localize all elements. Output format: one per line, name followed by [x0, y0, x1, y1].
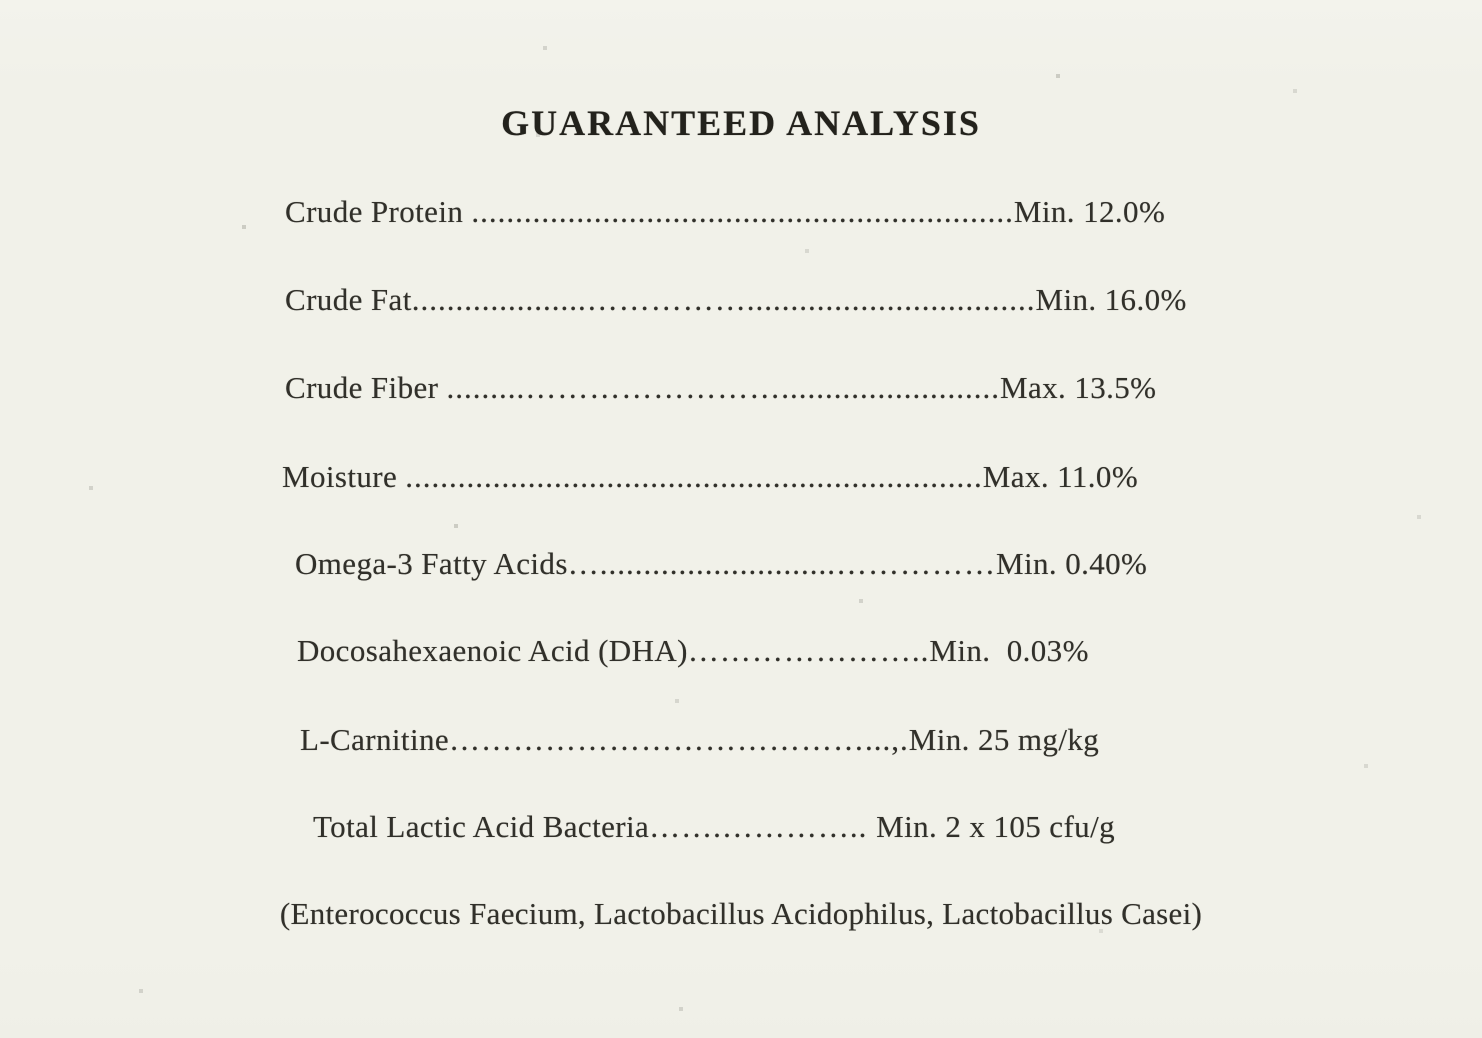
dot-leader: …………………………………...,. — [449, 722, 909, 757]
analysis-row-l-carnitine — [300, 722, 1099, 758]
analysis-row-dha — [297, 633, 1089, 669]
nutrient-value: Min. 16.0% — [1035, 282, 1187, 317]
dot-leader: ………………….. — [687, 633, 930, 668]
dot-leader: …….………….. — [649, 809, 877, 844]
dot-leader: .........……………………......................... — [446, 370, 1000, 405]
nutrient-label: Crude Fat — [285, 282, 412, 317]
nutrient-label: L-Carnitine — [300, 722, 450, 757]
nutrient-label: Moisture — [282, 459, 406, 494]
nutrient-value: Min. 25 mg/kg — [908, 722, 1100, 757]
nutrient-label: Total Lactic Acid Bacteria — [313, 809, 650, 844]
analysis-row-crude-protein — [285, 194, 1165, 230]
bacteria-species-footnote: (Enterococcus Faecium, Lactobacillus Acidophilus, Lactobacillus Casei) — [279, 896, 1203, 931]
nutrient-label: Omega-3 Fatty Acids — [295, 546, 568, 581]
page-title: GUARANTEED ANALYSIS — [501, 103, 981, 143]
scan-noise-speckles — [0, 0, 2, 2]
analysis-row-crude-fat — [285, 282, 1187, 318]
analysis-row-moisture — [282, 459, 1138, 495]
nutrient-value: Min. 0.40% — [996, 546, 1148, 581]
nutrient-label: Crude Protein — [285, 194, 472, 229]
nutrient-label: Docosahexaenoic Acid (DHA) — [297, 633, 688, 668]
nutrient-value: Max. 11.0% — [982, 459, 1139, 494]
analysis-row-omega3-fatty-acids — [295, 546, 1147, 582]
nutrient-value: Min. 2 x 105 cfu/g — [876, 809, 1115, 844]
nutrient-value: Min. 12.0% — [1013, 194, 1166, 229]
dot-leader: ....................……………................................. — [411, 282, 1036, 317]
dot-leader: .................................................................. — [405, 459, 983, 494]
nutrient-value: Max. 13.5% — [1000, 370, 1157, 405]
dot-leader: …...........................…………… — [567, 546, 997, 581]
analysis-row-crude-fiber — [285, 370, 1156, 406]
dot-leader: .............................................................. — [471, 194, 1014, 229]
nutrient-label: Crude Fiber — [285, 370, 447, 405]
nutrient-value: Min. 0.03% — [929, 633, 1089, 668]
analysis-row-total-lactic-acid-bacteria — [313, 809, 1115, 845]
